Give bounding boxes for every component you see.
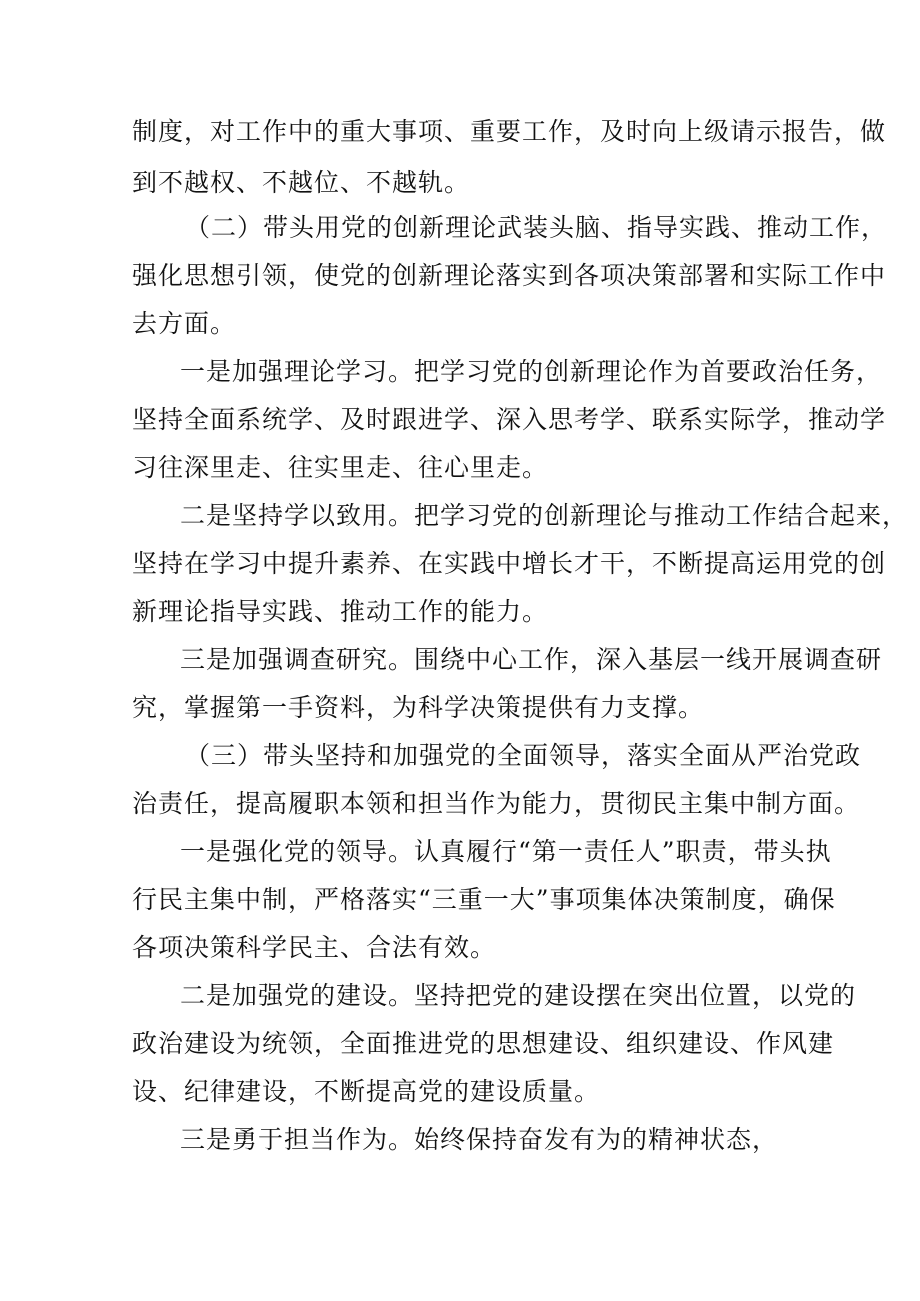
paragraph-line: 二是加强党的建设。坚持把党的建设摆在突出位置，以党的 [180, 981, 857, 1010]
paragraph-line: 设、纪律建设，不断提高党的建设质量。 [132, 1077, 601, 1106]
section-heading-line: （二）带头用党的创新理论武装头脑、指导实践、推动工作， [185, 213, 888, 242]
paragraph-line: 二是坚持学以致用。把学习党的创新理论与推动工作结合起来， [180, 501, 909, 530]
paragraph-line: 各项决策科学民主、合法有效。 [132, 933, 497, 962]
section-heading-line: （三）带头坚持和加强党的全面领导，落实全面从严治党政 [185, 741, 862, 770]
paragraph-line: 一是强化党的领导。认真履行“第一责任人”职责，带头执 [180, 837, 832, 866]
paragraph-line: 习往深里走、往实里走、往心里走。 [132, 453, 549, 482]
paragraph-line: 行民主集中制，严格落实“三重一大”事项集体决策制度，确保 [132, 885, 836, 914]
paragraph-line: 坚持全面系统学、及时跟进学、深入思考学、联系实际学，推动学 [132, 405, 887, 434]
paragraph-line: 究，掌握第一手资料，为科学决策提供有力支撑。 [132, 693, 705, 722]
section-heading-line: 去方面。 [132, 309, 237, 338]
text-line: 制度，对工作中的重大事项、重要工作，及时向上级请示报告，做 [132, 117, 887, 146]
paragraph-line: 新理论指导实践、推动工作的能力。 [132, 597, 549, 626]
paragraph-line: 一是加强理论学习。把学习党的创新理论作为首要政治任务， [180, 357, 883, 386]
paragraph-line: 坚持在学习中提升素养、在实践中增长才干，不断提高运用党的创 [132, 549, 887, 578]
paragraph-line: 政治建设为统领，全面推进党的思想建设、组织建设、作风建 [132, 1029, 835, 1058]
paragraph-line: 三是加强调查研究。围绕中心工作，深入基层一线开展调查研 [180, 645, 883, 674]
paragraph-line: 三是勇于担当作为。始终保持奋发有为的精神状态， [180, 1125, 779, 1154]
section-heading-line: 治责任，提高履职本领和担当作为能力，贯彻民主集中制方面。 [132, 789, 861, 818]
section-heading-line: 强化思想引领，使党的创新理论落实到各项决策部署和实际工作中 [132, 261, 887, 290]
text-line: 到不越权、不越位、不越轨。 [132, 168, 471, 197]
